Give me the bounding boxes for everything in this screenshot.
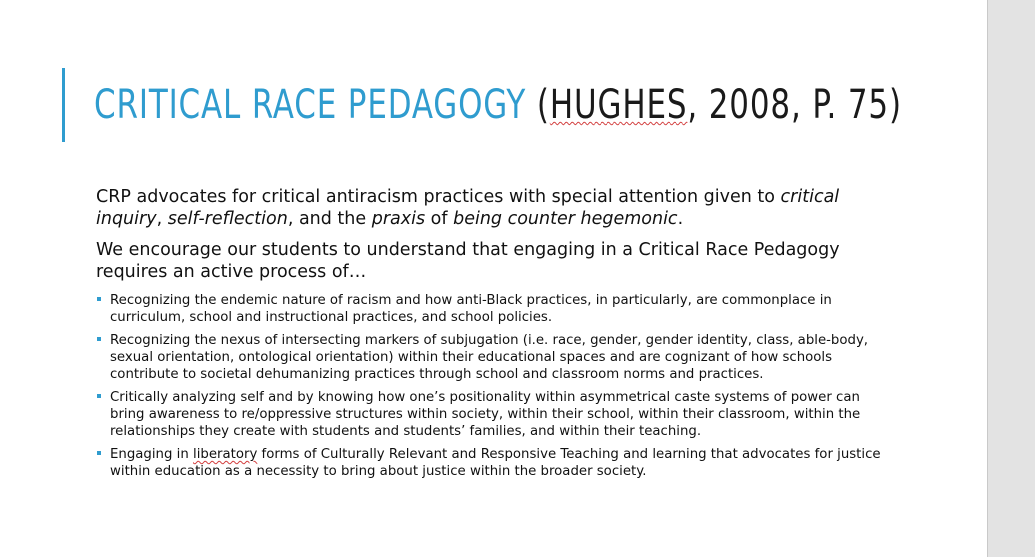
para1-text-4: of [425, 209, 454, 229]
bullet-item-3 [96, 389, 881, 440]
title-citation: , 2008, P. 75) [687, 82, 902, 128]
bullet-square-icon [97, 394, 101, 398]
title-accent-bar [62, 68, 65, 142]
bullet-square-icon [97, 297, 101, 301]
title-open-paren: ( [526, 82, 550, 128]
title-author-spellcheck: HUGHES [549, 82, 688, 128]
bullet-text-4-post: forms of Culturally Relevant and Responsive Teaching and learning that advocates for justice within education as a necessity to bring about justice within the broader society. [110, 447, 881, 479]
bullet-list [96, 292, 881, 480]
bullet-item-4 [96, 446, 881, 480]
para1-text-2: , [156, 209, 168, 229]
para1-text-1: CRP advocates for critical antiracism practices with special attention given to [96, 187, 781, 207]
title-main-text: CRITICAL RACE PEDAGOGY [94, 82, 527, 128]
body-paragraph-2: We encourage our students to understand that engaging in a Critical Race Pedagogy requires an active process of… [96, 240, 840, 282]
para1-italic-self-reflection: self-reflection [167, 209, 288, 229]
bullet-text-2: Recognizing the nexus of intersecting markers of subjugation (i.e. race, gender, gender identity, class, able-body, sexual orientation, ontological orientation) within their educational spaces and are cognizant of how schools contribute to societal dehumanizing practices through school and classroom norms and practices. [110, 333, 869, 382]
para1-italic-critical-inquiry: critical inquiry [96, 187, 840, 229]
bullet-square-icon [97, 337, 101, 341]
bullet-text-4-pre: Engaging in [110, 447, 193, 462]
spellcheck-flagged-word: liberatory [193, 447, 258, 462]
para1-text-3: , and the [287, 209, 372, 229]
para1-italic-counter-hegemonic: being counter hegemonic [453, 209, 678, 229]
bullet-text-1: Recognizing the endemic nature of racism and how anti-Black practices, in particularly, are commonplace in curriculum, school and instructional practices, and school policies. [110, 293, 832, 325]
bullet-square-icon [97, 451, 101, 455]
body-paragraph-1 [96, 186, 881, 230]
bullet-item-2 [96, 332, 881, 383]
slide-title[interactable] [94, 80, 902, 130]
bullet-item-1 [96, 292, 881, 326]
editor-gutter [988, 0, 1035, 557]
para1-text-5: . [677, 209, 684, 229]
slide-body[interactable] [96, 186, 881, 486]
para1-italic-praxis: praxis [371, 209, 426, 229]
bullet-text-3: Critically analyzing self and by knowing how one’s positionality within asymmetrical caste systems of power can bring awareness to re/oppressive structures within society, within their school, within their classroom, within the relationships they create with students and students’ families, and within their teaching. [110, 390, 861, 439]
